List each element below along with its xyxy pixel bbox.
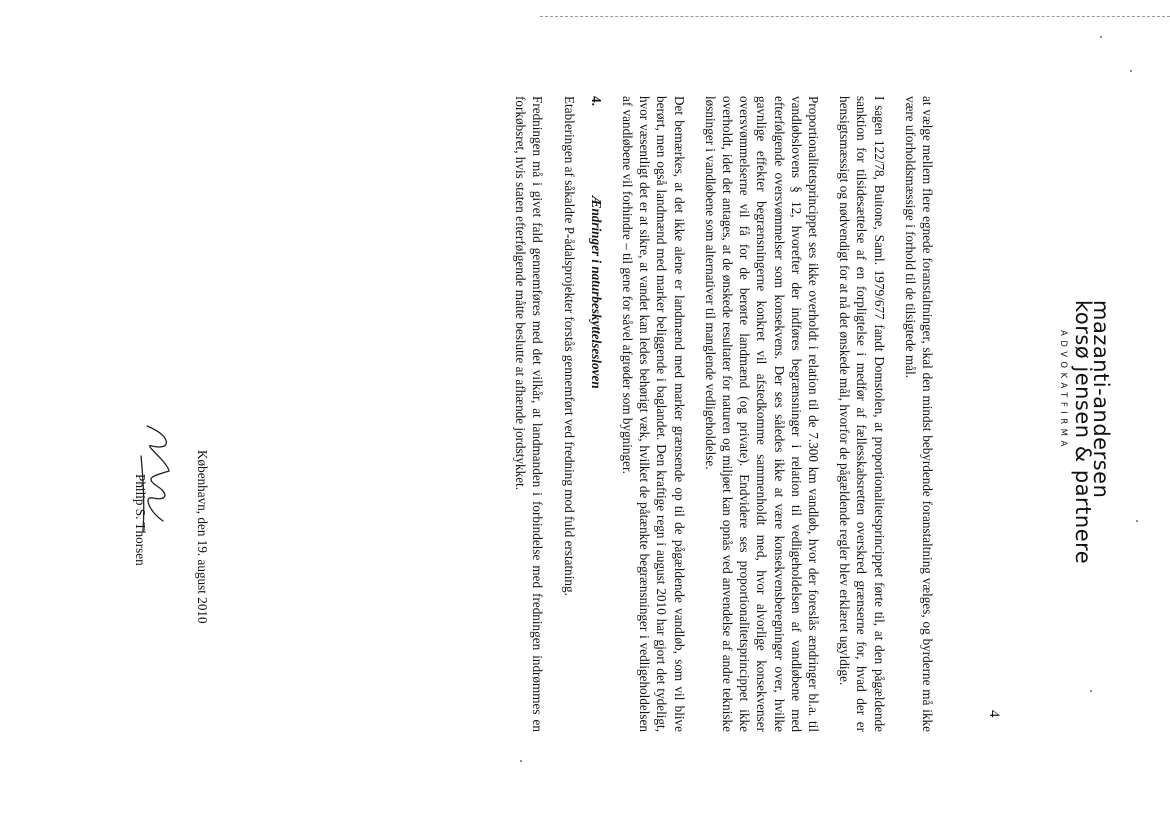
signer-name: Philip S. Thorsen — [133, 474, 148, 566]
section-title: Ændringer i naturbeskyttelsesloven — [588, 196, 604, 389]
logo-line-1: mazanti-andersen — [1089, 300, 1113, 499]
section-number: 4. — [588, 96, 604, 106]
paragraph: Etableringen af såkaldte P-ådalsprojekter forstås gennemført ved fredning mod fuld erstatning. — [561, 96, 577, 596]
section-heading — [588, 96, 605, 732]
firm-logo — [1058, 300, 1113, 600]
place-and-date: København, den 19. august 2010 — [195, 450, 210, 624]
paragraph: Proportionalitetsprincippet ses ikke overholdt i relation til de 7.300 km vandløb, hvor der foreslås ændringer bl.a. til vandløbslovens § 12, hvorefter der indføres begrænsninger i relation til vedligeholdelsen af vandløbene med efterfølgende oversvømmelser som konsekvens. Der ses således ikke at være konsekvensberegninger over, hvilke gavnlige effekter begrænsningerne konkret vil afstedkomme sammenholdt med, hvor alvorlige konsekvenser oversvømmelserne vil få for de berørte landmænd (og private). Endvidere ses proportionalitetsprincippet ikke overholdt, idet det antages, at de ønskede resultater for naturen og miljøet kan opnås ved anvendelse af andre tekniske løsninger i vandløbene som alternativer til manglende vedligeholdelse. — [702, 96, 821, 732]
letter-body — [498, 96, 936, 732]
paragraph: Fredningen må i givet fald gennemføres med det vilkår, at landmanden i forbindelse med fredningen indrømmes en forkøbsret, hvis staten efterfølgende måtte beslutte at afhænde jordstykket. — [513, 96, 546, 732]
paragraph: at vælge mellem flere egnede foranstaltninger, skal den mindst bebyrdende foranstaltning vælges, og byrderne må ikke være uforholdsmæssige i forhold til de tilsigtede mål. — [902, 96, 935, 732]
paragraph: Det bemærkes, at det ikke alene er landmænd med marker grænsende op til de pågældende vandløb, som vil blive berørt, men også landmænd med marker beliggende i baglandet. Den kraftige regn i august 2010 har gjort det tydeligt, hvor væsentligt det er at sikre, at vandet kan ledes behørigt væk, hvilket de påtænkte begrænsninger i vedligeholdelsen af vandløbene vil forhindre – til gene for såvel afgrøder som bygninger. — [619, 96, 687, 732]
logo-subtitle: ADVOKATFIRMA — [1058, 330, 1068, 451]
page-number: 4 — [986, 710, 1002, 718]
logo-line-2: korsø jensen & partnere — [1071, 300, 1095, 565]
paragraph: I sagen 122/78, Buitone, Saml. 1979/677 fandt Domstolen, at proportionalitetsprincippet førte til, at den pågældende sanktion for tilsidesættelse af en forpligtelse i medfør af fællesskabsretten overskred grænserne for, hvad der er hensigtsmæssigt og nødvendigt for at nå det ønskede mål, hvorfor de pågældende regler blev erklæret ugyldige. — [837, 96, 887, 732]
